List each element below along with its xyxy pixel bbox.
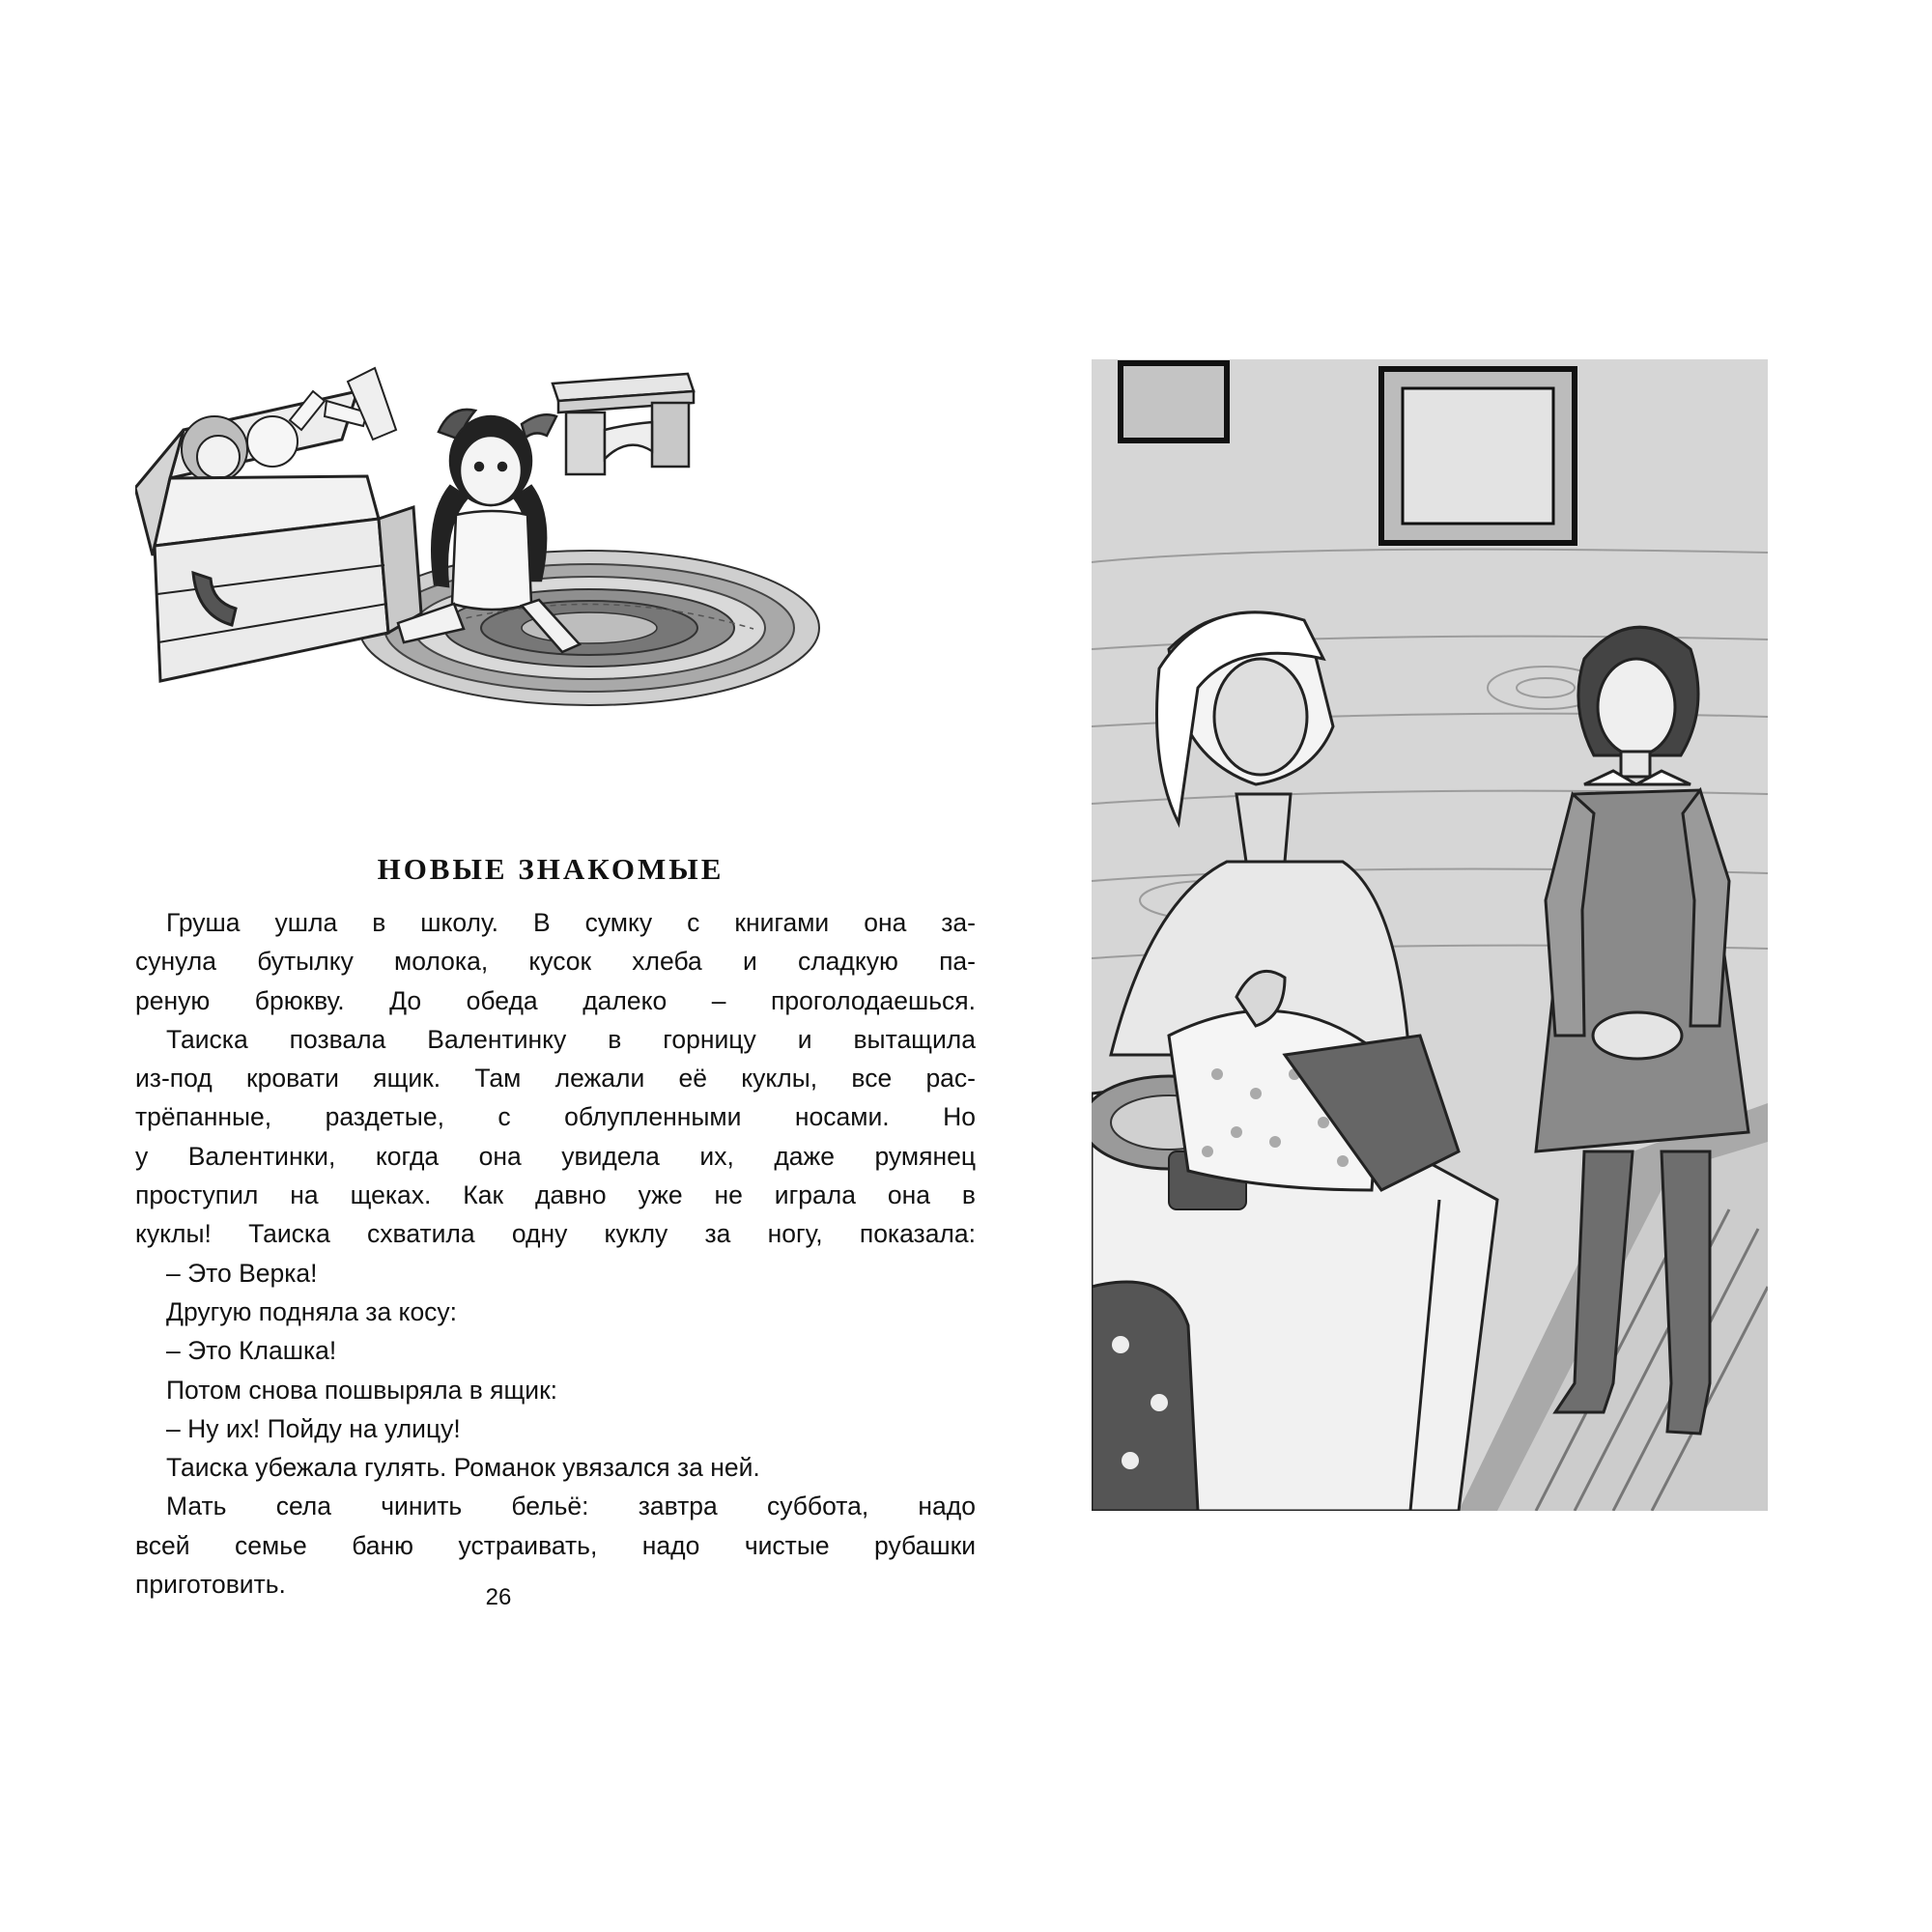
chapter-title: НОВЫЕ ЗНАКОМЫЕ <box>377 852 724 886</box>
story-line: сунула бутылку молока, кусок хлеба и сладкую па- <box>135 947 976 977</box>
story-line: трёпанные, раздетые, с облупленными носами. Но <box>135 1102 976 1132</box>
patterned-cloth <box>1092 1282 1198 1511</box>
story-line: Мать села чинить бельё: завтра суббота, надо <box>166 1492 976 1521</box>
story-line: проступил на щеках. Как давно уже не играла она в <box>135 1180 976 1210</box>
wooden-bench <box>553 374 694 474</box>
story-line: Потом снова пошвыряла в ящик: <box>166 1375 558 1405</box>
story-line: из-под кровати ящик. Там лежали её куклы, все рас- <box>135 1064 976 1094</box>
story-line: Груша ушла в школу. В сумку с книгами она за- <box>166 908 976 937</box>
story-line: реную брюкву. До обеда далеко – проголодаешься. <box>135 985 976 1015</box>
dolls-box-vignette <box>135 362 840 710</box>
dialogue-line: – Это Верка! <box>166 1258 318 1288</box>
page-number: 26 <box>485 1584 512 1610</box>
story-line: Таиска убежала гулять. Романок увязался за ней. <box>166 1453 760 1483</box>
dialogue-line: – Это Клашка! <box>166 1336 337 1366</box>
story-line: всей семье баню устраивать, надо чистые рубашки <box>135 1530 976 1560</box>
story-line: Таиска позвала Валентинку в горницу и вытащила <box>166 1024 976 1054</box>
dialogue-line: – Ну их! Пойду на улицу! <box>166 1413 461 1443</box>
mother-and-girl-illustration <box>1092 359 1768 1511</box>
story-line: куклы! Таиска схватила одну куклу за ногу, показала: <box>135 1219 976 1249</box>
story-line: приготовить. <box>135 1570 286 1600</box>
story-text <box>135 903 976 1604</box>
story-line: у Валентинки, когда она увидела их, даже румянец <box>135 1141 976 1171</box>
story-line: Другую подняла за косу: <box>166 1296 458 1326</box>
